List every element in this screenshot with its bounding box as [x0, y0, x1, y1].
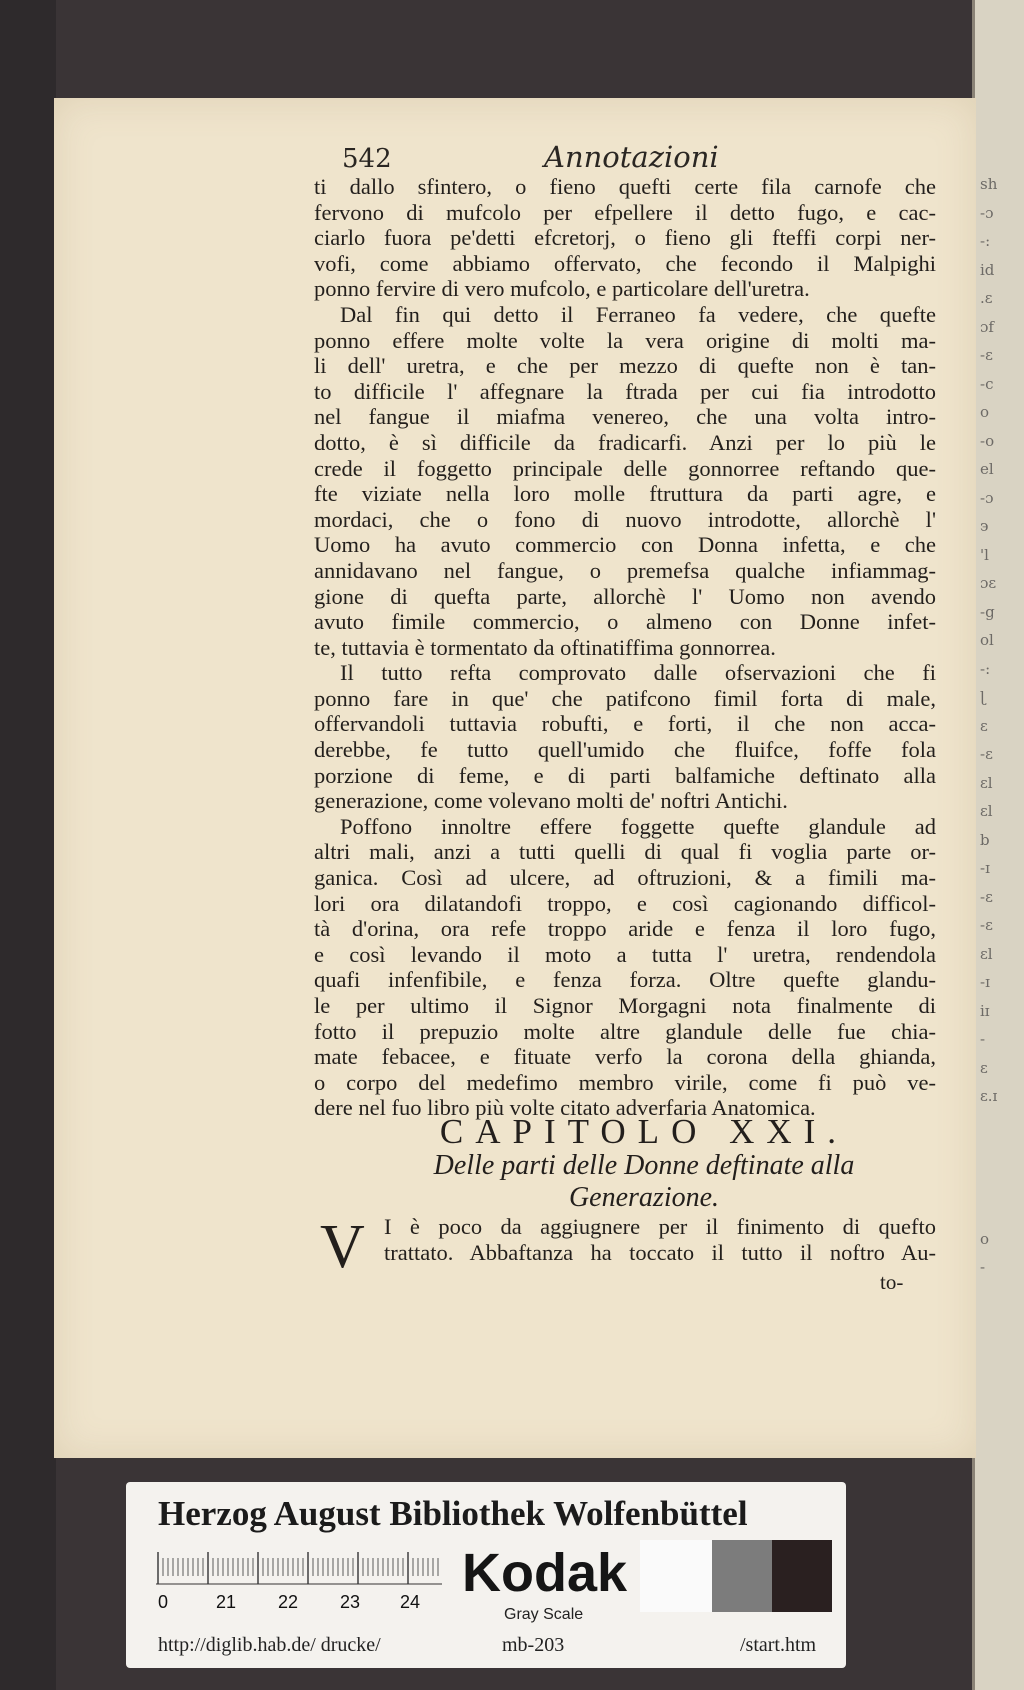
text-line: mordaci, che o fono di nuovo introdotte, allorchè l': [314, 506, 936, 532]
text-line: dotto, è sì difficile da fradicarfi. Anzi per lo più le: [314, 429, 936, 455]
text-line: to difficile l' affegnare la ftrada per cui fia introdotto: [314, 378, 936, 404]
bleed-glyph: ɛl: [980, 773, 993, 792]
gray-swatch-light: [640, 1540, 712, 1612]
catchword: to-: [880, 1270, 904, 1294]
chapter-subtitle: [354, 1150, 934, 1214]
bleed-glyph: ɭ: [980, 688, 986, 706]
text-line: annidavano nel fangue, o premefsa qualche infiammag-: [314, 557, 936, 583]
bleed-glyph: -ɔ: [980, 203, 994, 222]
bleed-glyph: o: [980, 1229, 990, 1248]
text-line: ciarlo fuora pe'detti efcretorj, o fieno gli fteffi corpi ner-: [314, 225, 936, 251]
text-line: porzione di feme, e di parti balfamiche deftinato alla: [314, 762, 936, 788]
text-line: tà d'orina, ora refe troppo aride e fenza il loro fugo,: [314, 916, 936, 942]
bleed-glyph: 'l: [980, 545, 989, 564]
bleed-glyph: .ɛ: [980, 289, 993, 307]
drop-cap: V: [320, 1213, 365, 1281]
text-line: o corpo del medefimo membro virile, come fi può ve-: [314, 1069, 936, 1095]
gray-scale-label: Gray Scale: [504, 1606, 584, 1623]
bleed-glyph: id: [980, 260, 995, 279]
text-line: fotto il prepuzio molte altre glandule delle fue chia-: [314, 1018, 936, 1044]
library-name: Herzog August Bibliothek Wolfenbüttel: [158, 1494, 748, 1533]
text-line: ponno fervire di vero mufcolo, e particolare dell'uretra.: [314, 276, 810, 302]
bleed-glyph: -ɪ: [980, 973, 990, 991]
page-number: 542: [342, 144, 392, 174]
bleed-glyph: [980, 1111, 1024, 1140]
text-line: quafi infenfibile, e fenza forza. Oltre quefte glandu-: [314, 967, 936, 993]
bleed-glyph: -c: [980, 374, 994, 393]
bleed-glyph: iɪ: [980, 1001, 990, 1020]
text-line: Il tutto refta comprovato dalle ofservazioni che fi: [340, 660, 936, 686]
color-target-card: [126, 1482, 846, 1668]
bleed-glyph: -ɪ: [980, 859, 990, 877]
text-line: trattato. Abbaftanza ha toccato il tutto il noftro Au-: [384, 1239, 936, 1265]
shelfmark-code: mb-203: [502, 1634, 565, 1656]
ruler-label: 21: [216, 1592, 237, 1612]
text-line: avuto fimile commercio, o almeno con Donne infet-: [314, 609, 936, 635]
kodak-logo: Kodak: [462, 1543, 628, 1603]
bleed-glyph: ɛl: [980, 944, 993, 963]
bleed-glyph: -: [980, 1258, 986, 1276]
start-link: /start.htm: [740, 1634, 817, 1656]
bleed-glyph: -ɛ: [980, 887, 993, 906]
text-line: altri mali, anzi a tutti quelli di qual fi voglia parte or-: [314, 839, 936, 865]
bleed-glyph: -ɔ: [980, 488, 994, 507]
chapter-heading: CAPITOLO XXI.: [439, 1112, 849, 1151]
bleed-glyph: -:: [980, 232, 991, 250]
ruler-label: 23: [340, 1592, 361, 1612]
text-line: lori ora dilatandofi troppo, e così cagionando difficol-: [314, 890, 936, 916]
text-line: derebbe, fe tutto quell'umido che fluifce, foffe fola: [314, 737, 936, 763]
bleed-glyph: -ɛ: [980, 916, 993, 934]
scan-background-left: [0, 0, 56, 1690]
text-line: mate febacee, e fituate verfo la corona della ghianda,: [314, 1044, 936, 1070]
bleed-glyph: sh: [980, 175, 998, 193]
text-line: fervono di mufcolo per efpellere il detto fugo, e cac-: [314, 199, 936, 225]
gray-swatch-dark: [772, 1540, 832, 1612]
bleed-glyph: ɛ: [980, 1058, 988, 1077]
gray-swatch-mid: [712, 1540, 772, 1612]
text-line: gione di quefta parte, allorchè l' Uomo non avendo: [314, 583, 936, 609]
text-line: ponno fare in que' che patifcono fimil forta di male,: [314, 685, 936, 711]
bleed-glyph: ɔf: [980, 317, 994, 336]
bleed-glyph: [980, 1139, 1024, 1168]
chapter-subtitle-line: Generazione.: [568, 1182, 720, 1213]
bleed-glyph: ɛ: [980, 716, 988, 735]
text-line: Poffono innoltre effere foggette quefte glandule ad: [340, 813, 936, 839]
text-line: Uomo ha avuto commercio con Donna infetta, e che: [314, 532, 936, 558]
text-line: fte viziate nella loro molle ftruttura da parti agre, e: [314, 481, 936, 507]
running-head: Annotazioni: [544, 140, 719, 174]
bleed-glyph: ol: [980, 631, 994, 649]
text-line: vofi, come abbiamo offervato, che fecondo il Malpighi: [314, 250, 936, 276]
facing-page-bleed-text: [980, 170, 1024, 1282]
bleed-glyph: -ɛ: [980, 745, 993, 763]
bleed-glyph: el: [980, 460, 994, 478]
text-line: generazione, come volevano molti de' noftri Antichi.: [314, 788, 788, 814]
bleed-glyph: o: [980, 403, 990, 421]
text-line: ponno effere molte volte la vera origine di molti ma-: [314, 327, 936, 353]
ruler-scale: [154, 1544, 444, 1614]
ruler-label: 24: [400, 1592, 421, 1612]
text-line: ti dallo sfintero, o fieno quefti certe fila carnofe che: [314, 174, 936, 199]
text-line: Dal fin qui detto il Ferraneo fa vedere, che quefte: [340, 301, 936, 327]
bleed-glyph: [980, 1196, 1024, 1225]
bleed-glyph: ɛ.ɪ: [980, 1087, 998, 1105]
text-line: I è poco da aggiugnere per il finimento di quefto: [384, 1214, 936, 1239]
chapter-subtitle-line: Delle parti delle Donne deftinate alla: [433, 1150, 855, 1181]
bleed-glyph: э: [980, 517, 989, 535]
text-line: e così levando il moto a tutta l' uretra, rendendola: [314, 941, 936, 967]
bleed-glyph: ɔɛ: [980, 574, 997, 592]
bleed-glyph: [980, 1168, 1024, 1197]
text-line: crede il foggetto principale delle gonnorree reftando que-: [314, 455, 936, 481]
text-line: dere nel fuo libro più volte citato adverfaria Anatomica.: [314, 1095, 816, 1121]
text-line: li dell' uretra, e che per mezzo di quefte non è tan-: [314, 353, 936, 379]
bleed-glyph: -: [980, 1030, 986, 1048]
text-line: ganica. Così ad ulcere, ad oftruzioni, & a fimili ma-: [314, 865, 936, 891]
text-line: te, tuttavia è tormentato da oftinatiffima gonnorrea.: [314, 634, 776, 660]
bleed-glyph: b: [980, 830, 990, 849]
text-line: le per ultimo il Signor Morgagni nota finalmente di: [314, 993, 936, 1018]
chapter-opening-text: [384, 1214, 936, 1265]
text-line: offervandoli tuttavia robufti, e forti, il che non acca-: [314, 711, 936, 737]
text-line: nel fangue il miafma venereo, che una volta intro-: [314, 404, 936, 430]
bleed-glyph: -:: [980, 659, 991, 678]
bleed-glyph: -o: [980, 431, 995, 450]
bleed-glyph: -g: [980, 602, 995, 621]
bleed-glyph: ɛl: [980, 802, 993, 820]
ruler-label: 0: [158, 1592, 169, 1612]
body-text: [314, 174, 936, 1121]
library-url: http://diglib.hab.de/ drucke/: [158, 1634, 381, 1656]
bleed-glyph: -ɛ: [980, 346, 993, 364]
ruler-label: 22: [278, 1592, 299, 1612]
